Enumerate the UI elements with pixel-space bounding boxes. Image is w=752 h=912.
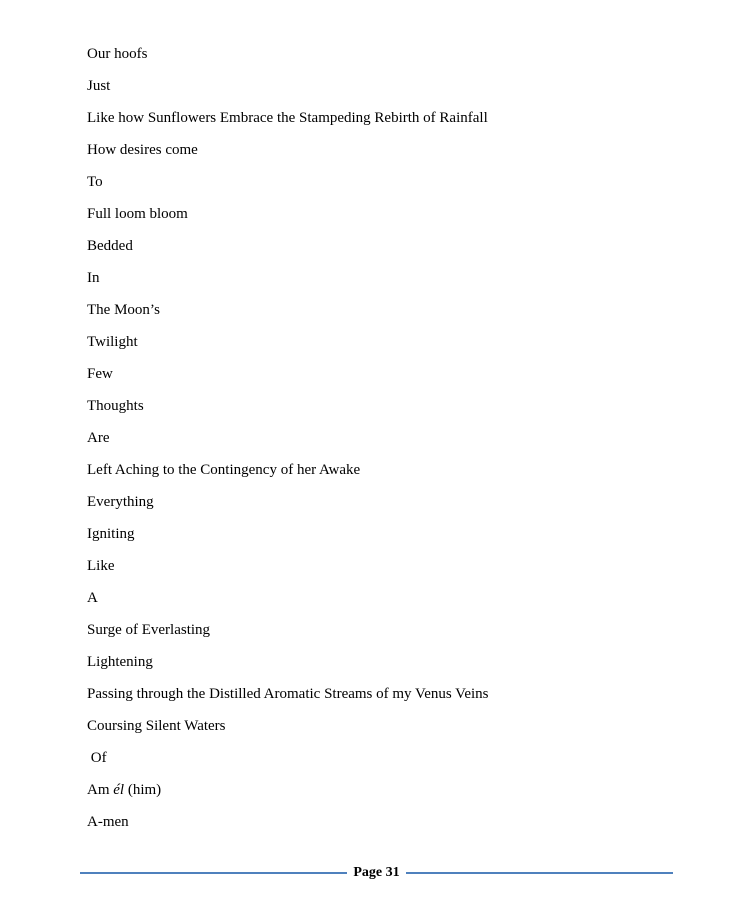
poem-line: [87, 780, 687, 812]
poem-line: Full loom bloom: [87, 206, 188, 222]
page-number: Page 31: [353, 865, 400, 880]
poem-line: A-men: [87, 814, 129, 830]
poem-line-text: (him): [124, 782, 162, 798]
poem-line-text: Am: [87, 782, 114, 798]
poem-body: [87, 44, 687, 844]
poem-line: Twilight: [87, 334, 138, 350]
poem-line: Left Aching to the Contingency of her Awake: [87, 462, 361, 478]
poem-line: Igniting: [87, 526, 135, 542]
poem-line: Surge of Everlasting: [87, 622, 211, 638]
poem-line: Of: [87, 750, 107, 766]
poem-line: Just: [87, 78, 111, 94]
poem-line: Coursing Silent Waters: [87, 718, 226, 734]
poem-line: Our hoofs: [87, 46, 148, 62]
poem-line: Passing through the Distilled Aromatic Streams of my Venus Veins: [87, 686, 489, 702]
page-footer: [80, 863, 673, 883]
poem-line: Are: [87, 430, 110, 446]
poem-line: Like: [87, 558, 115, 574]
poem-line: In: [87, 270, 100, 286]
poem-line: Like how Sunflowers Embrace the Stampeding Rebirth of Rainfall: [87, 110, 488, 126]
poem-line: Bedded: [87, 238, 133, 254]
poem-line: How desires come: [87, 142, 198, 158]
poem-line: Everything: [87, 494, 154, 510]
poem-line-italic-text: él: [113, 782, 125, 798]
poem-line: Thoughts: [87, 398, 144, 414]
footer-rule-left: [80, 872, 347, 874]
poem-line: Lightening: [87, 654, 153, 670]
poem-line: Few: [87, 366, 113, 382]
poem-line: The Moon’s: [87, 302, 160, 318]
footer-rule-right: [406, 872, 673, 874]
poem-line: To: [87, 174, 103, 190]
poem-line: A: [87, 590, 98, 606]
